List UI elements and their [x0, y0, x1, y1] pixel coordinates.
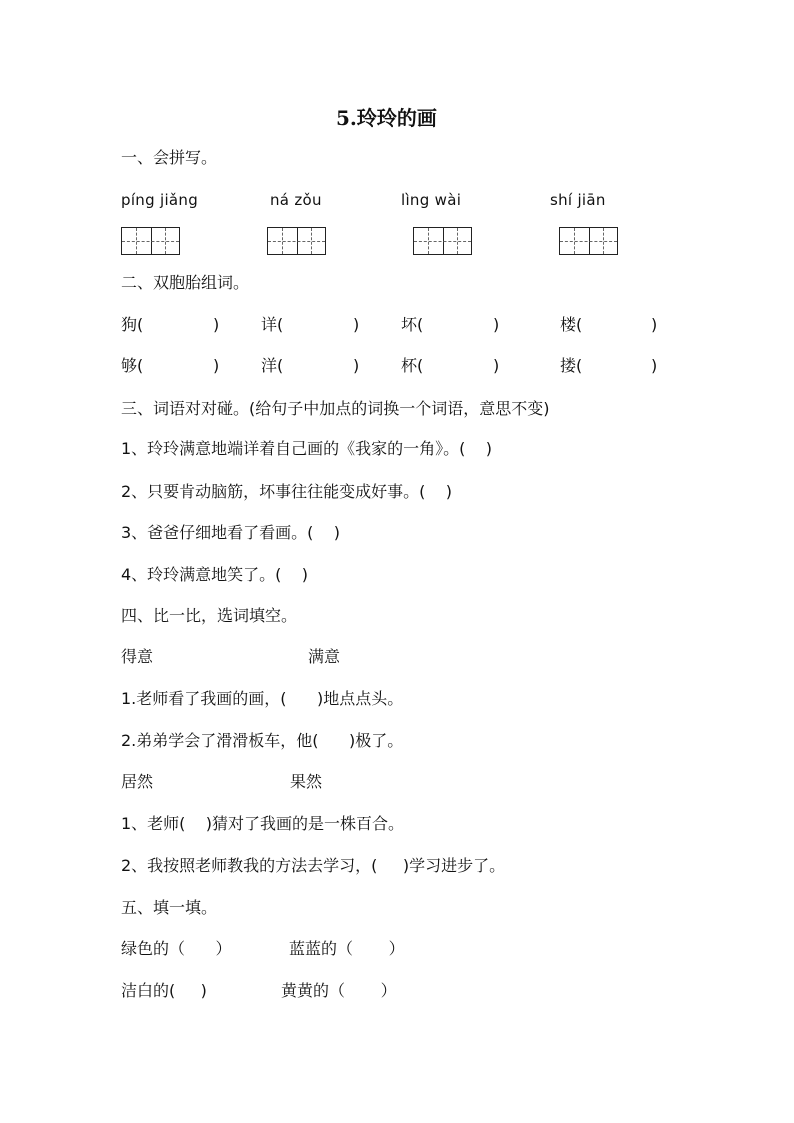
fill-item-2: 2.弟弟学会了滑滑板车，他( )极了。 — [121, 731, 404, 750]
twin-word-1: 狗( — [121, 315, 144, 334]
fill-item-1: 1.老师看了我画的画，( )地点点头。 — [121, 689, 404, 708]
section-1-heading: 一、会拼写。 — [121, 148, 218, 167]
page-title: 5.玲玲的画 — [336, 106, 437, 130]
synonym-item-2: 2、只要肯动脑筋，坏事往往能变成好事。( ) — [121, 482, 453, 501]
writing-grid-3[interactable] — [413, 227, 472, 255]
twin-close-3: ) — [493, 315, 500, 334]
synonym-item-4: 4、玲玲满意地笑了。( ) — [121, 565, 309, 584]
twin-word-5: 够( — [121, 356, 144, 375]
twin-close-7: ) — [493, 356, 500, 375]
twin-close-4: ) — [651, 315, 658, 334]
fill-phrase-4: 黄黄的（ ） — [281, 981, 397, 1000]
fill-item-4: 2、我按照老师教我的方法去学习，( )学习进步了。 — [121, 856, 506, 875]
choice-word-2: 满意 — [308, 647, 341, 666]
section-3-heading: 三、词语对对碰。(给句子中加点的词换一个词语，意思不变) — [121, 399, 550, 418]
pinyin-2: ná zǒu — [270, 191, 322, 209]
writing-grid-1[interactable] — [121, 227, 180, 255]
pinyin-3: lìng wài — [401, 191, 462, 209]
section-5-heading: 五、填一填。 — [121, 898, 218, 917]
fill-item-3: 1、老师( )猜对了我画的是一株百合。 — [121, 814, 405, 833]
section-4-heading: 四、比一比，选词填空。 — [121, 606, 298, 625]
twin-close-2: ) — [353, 315, 360, 334]
twin-close-8: ) — [651, 356, 658, 375]
twin-close-6: ) — [353, 356, 360, 375]
synonym-item-3: 3、爸爸仔细地看了看画。( ) — [121, 523, 341, 542]
twin-word-8: 搂( — [560, 356, 583, 375]
twin-word-3: 坏( — [401, 315, 424, 334]
twin-word-4: 楼( — [560, 315, 583, 334]
pinyin-4: shí jiān — [550, 191, 606, 209]
section-2-heading: 二、双胞胎组词。 — [121, 273, 250, 292]
writing-grid-2[interactable] — [267, 227, 326, 255]
twin-word-7: 杯( — [401, 356, 424, 375]
twin-word-2: 详( — [261, 315, 284, 334]
twin-word-6: 洋( — [261, 356, 284, 375]
writing-grid-4[interactable] — [559, 227, 618, 255]
fill-phrase-3: 洁白的( ) — [121, 981, 207, 1000]
fill-phrase-1: 绿色的（ ） — [121, 939, 232, 958]
twin-close-5: ) — [213, 356, 220, 375]
choice-word-4: 果然 — [290, 772, 323, 791]
synonym-item-1: 1、玲玲满意地端详着自己画的《我家的一角》。( ) — [121, 439, 493, 458]
choice-word-3: 居然 — [121, 772, 154, 791]
fill-phrase-2: 蓝蓝的（ ） — [289, 939, 405, 958]
twin-close-1: ) — [213, 315, 220, 334]
choice-word-1: 得意 — [121, 647, 154, 666]
pinyin-1: píng jiǎng — [121, 191, 199, 209]
